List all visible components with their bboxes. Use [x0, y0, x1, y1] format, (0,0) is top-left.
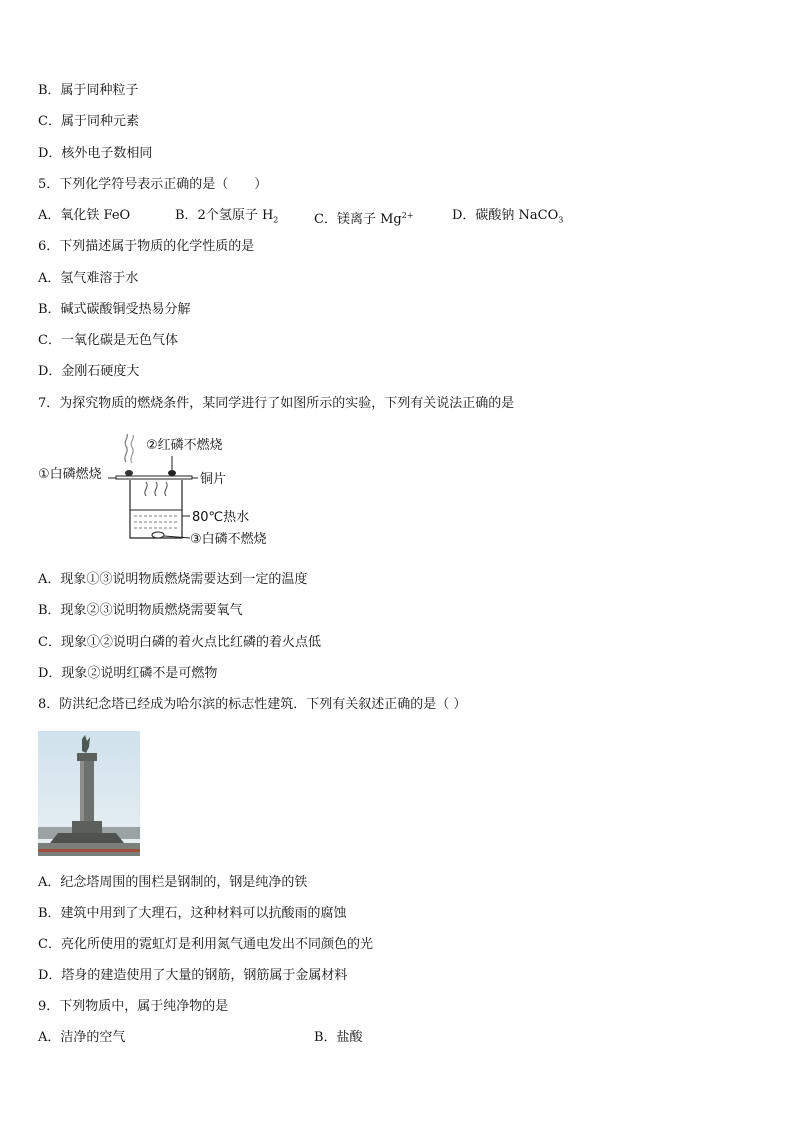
q8-option-c: C．亮化所使用的霓虹灯是利用氮气通电发出不同颜色的光	[38, 937, 373, 952]
flood-memorial-tower-photo	[38, 731, 140, 856]
colonnade	[50, 833, 124, 843]
q8-stem: 8．防洪纪念塔已经成为哈尔滨的标志性建筑．下列有关叙述正确的是（ ）	[38, 697, 467, 712]
q8-option-d: D．塔身的建造使用了大量的钢筋，钢筋属于金属材料	[38, 968, 348, 983]
q5-option-a: A．氧化铁 FeO	[38, 208, 131, 223]
heat-wave-icon	[165, 482, 167, 496]
q7-option-a: A．现象①③说明物质燃烧需要达到一定的温度	[38, 572, 308, 587]
q7-option-d: D．现象②说明红磷不是可燃物	[38, 666, 218, 681]
q8-option-b: B．建筑中用到了大理石，这种材料可以抗酸雨的腐蚀	[38, 906, 347, 921]
label-copper-plate: 铜片	[200, 472, 227, 487]
label-hot-water: 80℃热水	[192, 510, 250, 525]
q5-option-d: D．碳酸钠 NaCO$_3$	[452, 208, 564, 225]
q9-option-a: A．洁净的空气	[38, 1030, 126, 1045]
q6-option-a: A．氢气难溶于水	[38, 271, 139, 286]
q6-stem: 6．下列描述属于物质的化学性质的是	[38, 239, 255, 254]
smoke-icon	[131, 435, 134, 463]
label-red-phosphorus-no-burn: ②红磷不燃烧	[146, 438, 223, 453]
crowd	[38, 849, 140, 852]
label-white-phosphorus-no-burn: ③白磷不燃烧	[190, 532, 267, 547]
tower-capital	[77, 753, 97, 761]
q4-option-d: D．核外电子数相同	[38, 146, 153, 161]
q7-stem: 7．为探究物质的燃烧条件，某同学进行了如图所示的实验，下列有关说法正确的是	[38, 396, 515, 411]
heat-wave-icon	[145, 482, 147, 496]
q7-option-b: B．现象②③说明物质燃烧需要氧气	[38, 603, 243, 618]
q4-option-c: C．属于同种元素	[38, 114, 139, 129]
q8-option-a: A．纪念塔周围的围栏是钢制的，钢是纯净的铁	[38, 875, 308, 890]
q6-option-d: D．金刚石硬度大	[38, 364, 140, 379]
q9-stem: 9．下列物质中，属于纯净物的是	[38, 999, 229, 1014]
q9-options	[38, 1029, 363, 1047]
q9-option-b: B．盐酸	[314, 1030, 363, 1045]
q4-option-b: B．属于同种粒子	[38, 83, 139, 98]
q6-option-c: C．一氧化碳是无色气体	[38, 333, 178, 348]
smoke-icon	[125, 434, 128, 462]
q7-option-c: C．现象①②说明白磷的着火点比红磷的着火点低	[38, 635, 321, 650]
q5-option-c: C．镁离子 $Mg^{2+}$	[314, 211, 414, 228]
q5-stem: 5．下列化学符号表示正确的是（ ）	[38, 177, 268, 192]
copper-plate	[116, 476, 192, 479]
red-phosphorus-on-plate	[168, 470, 176, 476]
q5-options	[38, 207, 563, 230]
combustion-experiment-diagram	[38, 432, 288, 552]
tower-column-highlight	[80, 761, 84, 823]
tower-base	[72, 821, 102, 833]
white-phosphorus-on-plate	[125, 470, 133, 476]
label-white-phosphorus-burns: ①白磷燃烧	[38, 467, 102, 482]
q6-option-b: B．碱式碳酸铜受热易分解	[38, 302, 191, 317]
q5-option-b: B．2个氢原子 $H_2$	[175, 208, 279, 225]
white-phosphorus-in-water	[152, 532, 164, 538]
heat-wave-icon	[155, 482, 157, 496]
